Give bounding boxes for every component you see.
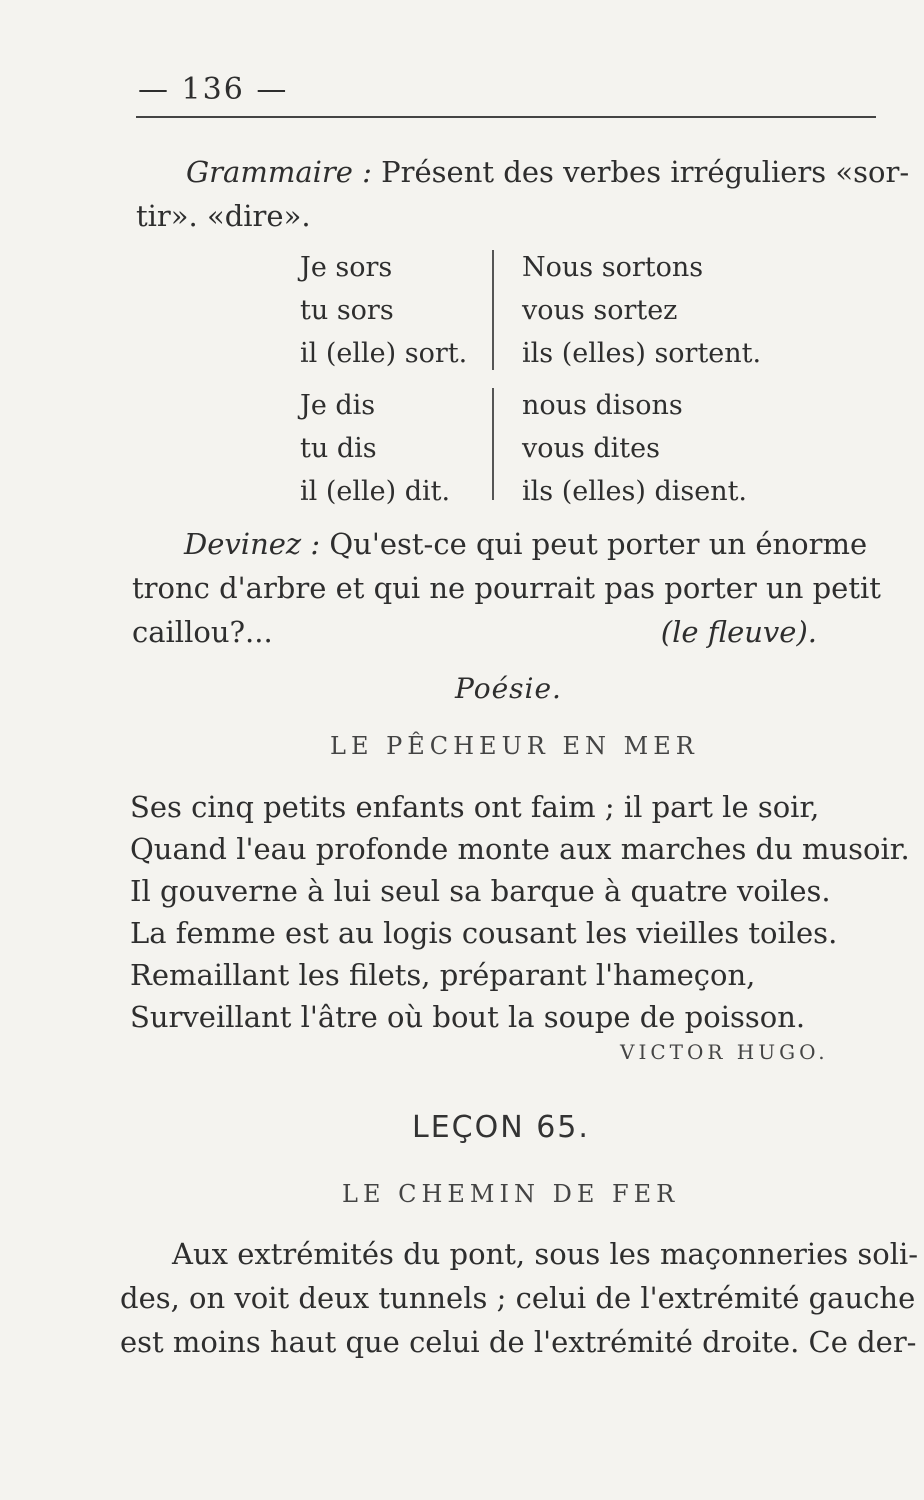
riddle-label: Devinez : — [184, 527, 321, 561]
riddle-answer: (le fleuve). — [660, 615, 817, 649]
conj-line: il (elle) sort. — [300, 338, 468, 369]
poem-line: Il gouverne à lui seul sa barque à quatre voiles. — [130, 874, 831, 908]
poem-line: Quand l'eau profonde monte aux marches du musoir. — [130, 832, 910, 866]
poem-line: La femme est au logis cousant les vieilles toiles. — [130, 916, 838, 950]
riddle-line-1: Qu'est-ce qui peut porter un énorme — [329, 527, 868, 561]
grammar-intro — [136, 150, 909, 238]
conj-line: il (elle) dit. — [300, 476, 451, 507]
conj-line: Je dis — [300, 390, 376, 421]
page-number: — 136 — — [138, 72, 289, 107]
conj-line: Nous sortons — [522, 252, 704, 283]
conj-line: vous dites — [522, 433, 660, 464]
grammar-label: Grammaire : — [186, 155, 372, 189]
lesson-line: est moins haut que celui de l'extrémité droite. Ce der- — [120, 1325, 917, 1359]
poem-line: Remaillant les filets, préparant l'hameçon, — [130, 958, 756, 992]
lesson-text — [120, 1232, 919, 1364]
grammar-line-2: tir». «dire». — [136, 199, 311, 233]
poem-author: VICTOR HUGO. — [620, 1040, 829, 1064]
header-rule — [136, 116, 876, 118]
conj-line: ils (elles) sortent. — [522, 338, 762, 369]
poem — [130, 786, 910, 1038]
conj-divider — [492, 388, 494, 500]
conj-divider — [492, 250, 494, 370]
lesson-line: des, on voit deux tunnels ; celui de l'extrémité gauche — [120, 1281, 916, 1315]
riddle-line-2: tronc d'arbre et qui ne pourrait pas porter un petit — [132, 571, 881, 605]
sortir-plural — [522, 246, 761, 375]
poem-line: Ses cinq petits enfants ont faim ; il part le soir, — [130, 790, 820, 824]
poem-title: LE PÊCHEUR EN MER — [330, 732, 699, 760]
dire-plural — [522, 384, 747, 513]
sortir-singular — [300, 246, 467, 375]
lesson-title: LE CHEMIN DE FER — [342, 1180, 680, 1208]
conj-line: tu sors — [300, 295, 394, 326]
riddle — [132, 522, 881, 654]
poem-line: Surveillant l'âtre où bout la soupe de poisson. — [130, 1000, 806, 1034]
conj-line: nous disons — [522, 390, 683, 421]
conj-line: ils (elles) disent. — [522, 476, 748, 507]
riddle-line-3: caillou?... — [132, 615, 273, 649]
grammar-line-1: Présent des verbes irréguliers «sor- — [381, 155, 910, 189]
dire-singular — [300, 384, 450, 513]
lesson-heading: LEÇON 65. — [412, 1110, 590, 1145]
conj-line: vous sortez — [522, 295, 678, 326]
lesson-line: Aux extrémités du pont, sous les maçonneries soli- — [172, 1237, 919, 1271]
conj-line: tu dis — [300, 433, 377, 464]
conj-line: Je sors — [300, 252, 393, 283]
poetry-heading: Poésie. — [455, 672, 562, 705]
